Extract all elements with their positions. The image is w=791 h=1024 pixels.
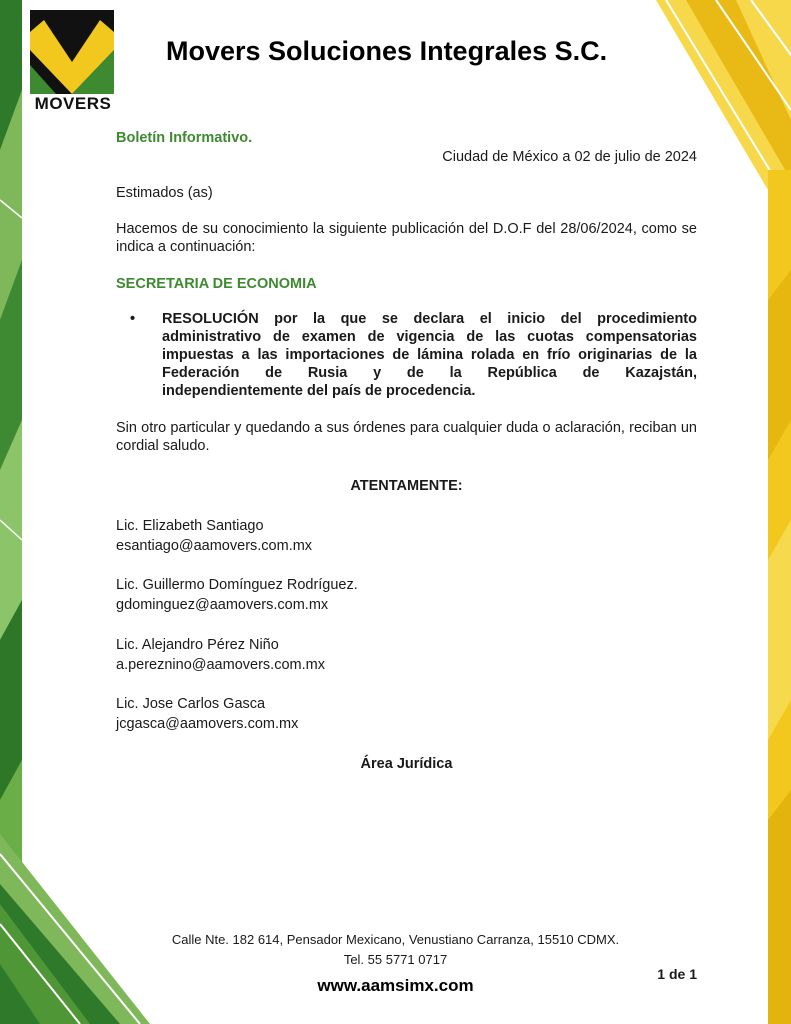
logo-text: MOVERS [34, 94, 112, 113]
contact-name: Lic. Jose Carlos Gasca [116, 696, 266, 712]
resolution-line: RESOLUCIÓN por la que se declara el inicio del procedimiento [162, 311, 697, 327]
movers-logo-mark-icon [30, 10, 114, 94]
sign-off: ATENTAMENTE: [350, 478, 463, 494]
date-line: Ciudad de México a 02 de julio de 2024 [442, 149, 697, 165]
resolution-line: impuestas a las importaciones de lámina rolada en frío originarias de la [162, 347, 697, 363]
department: Área Jurídica [360, 756, 453, 772]
intro-paragraph: Hacemos de su conocimiento la siguiente publicación del D.O.F del 28/06/2024, como se indica a continuación: [116, 221, 697, 255]
page-indicator: 1 de 1 [657, 966, 697, 982]
movers-logo [30, 10, 116, 112]
contact-email[interactable]: gdominguez@aamovers.com.mx [116, 597, 329, 613]
contact-name: Lic. Elizabeth Santiago [116, 518, 264, 534]
bulletin-title: Boletín Informativo. [116, 130, 253, 146]
company-name: Movers Soluciones Integrales S.C. [166, 36, 608, 66]
bullet-symbol: • [130, 311, 136, 327]
section-title: SECRETARIA DE ECONOMIA [116, 276, 317, 292]
resolution-text [162, 310, 697, 400]
footer-website[interactable]: www.aamsimx.com [317, 976, 474, 995]
contact-email[interactable]: esantiago@aamovers.com.mx [116, 538, 313, 554]
contact-name: Lic. Alejandro Pérez Niño [116, 637, 279, 653]
contact-name: Lic. Guillermo Domínguez Rodríguez. [116, 577, 358, 593]
contact-email[interactable]: jcgasca@aamovers.com.mx [116, 716, 299, 732]
footer-address: Calle Nte. 182 614, Pensador Mexicano, Venustiano Carranza, 15510 CDMX. [171, 932, 620, 947]
footer-phone: Tel. 55 5771 0717 [343, 952, 448, 967]
closing-paragraph: Sin otro particular y quedando a sus órdenes para cualquier duda o aclaración, reciban un cordial saludo. [116, 420, 697, 454]
resolution-line: independientemente del país de procedencia. [162, 383, 476, 399]
contact-email[interactable]: a.pereznino@aamovers.com.mx [116, 657, 325, 673]
greeting: Estimados (as) [116, 185, 213, 201]
resolution-line: Federación de Rusia y de la República de Kazajstán, [162, 365, 697, 381]
resolution-line: administrativo de examen de vigencia de las cuotas compensatorias [162, 329, 697, 345]
